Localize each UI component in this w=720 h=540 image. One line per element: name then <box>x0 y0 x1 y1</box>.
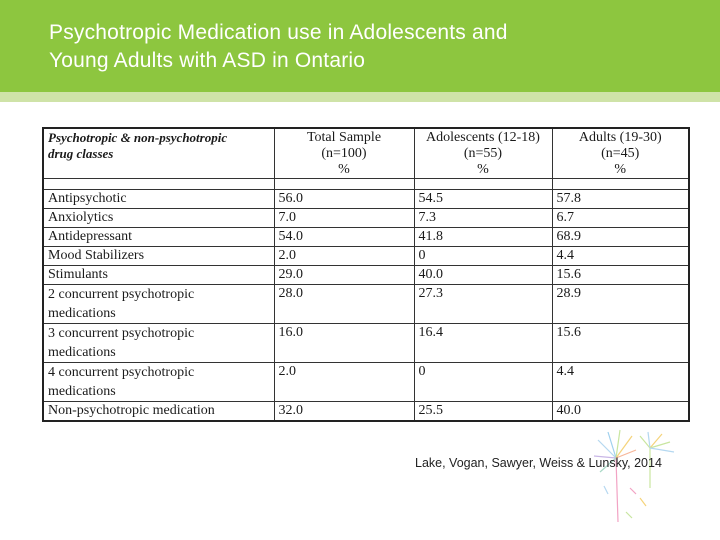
dandelion-decoration <box>590 428 690 524</box>
row-label: Antipsychotic <box>43 190 274 209</box>
row-label: Stimulants <box>43 266 274 285</box>
cell-adults: 6.7 <box>552 209 689 228</box>
cell-adults: 15.6 <box>552 324 689 363</box>
citation: Lake, Vogan, Sawyer, Weiss & Lunsky, 2014 <box>415 456 662 470</box>
cell-adults: 4.4 <box>552 247 689 266</box>
slide-title-line1: Psychotropic Medication use in Adolescents and <box>49 21 508 44</box>
cell-adolescents: 54.5 <box>414 190 552 209</box>
cell-adults: 68.9 <box>552 228 689 247</box>
table-header-row <box>43 128 689 179</box>
table-row <box>43 324 689 363</box>
cell-adolescents: 25.5 <box>414 402 552 422</box>
cell-adolescents: 41.8 <box>414 228 552 247</box>
cell-adults: 4.4 <box>552 363 689 402</box>
cell-adults: 28.9 <box>552 285 689 324</box>
cell-adults: 40.0 <box>552 402 689 422</box>
cell-adolescents: 0 <box>414 363 552 402</box>
cell-total: 54.0 <box>274 228 414 247</box>
table-spacer-row <box>43 179 689 190</box>
banner-stripe <box>0 92 720 102</box>
cell-total: 28.0 <box>274 285 414 324</box>
cell-total: 2.0 <box>274 247 414 266</box>
cell-total: 7.0 <box>274 209 414 228</box>
table-row <box>43 228 689 247</box>
table-row <box>43 266 689 285</box>
table-row <box>43 285 689 324</box>
cell-total: 29.0 <box>274 266 414 285</box>
table-row <box>43 190 689 209</box>
title-banner <box>0 0 720 92</box>
cell-adults: 15.6 <box>552 266 689 285</box>
cell-total: 16.0 <box>274 324 414 363</box>
row-label: Antidepressant <box>43 228 274 247</box>
header-adolescents: Adolescents (12-18) (n=55) % <box>414 128 552 179</box>
table-row <box>43 247 689 266</box>
cell-total: 56.0 <box>274 190 414 209</box>
header-drug-classes: Psychotropic & non-psychotropic drug classes <box>43 128 274 179</box>
cell-adolescents: 7.3 <box>414 209 552 228</box>
cell-total: 2.0 <box>274 363 414 402</box>
medication-table <box>42 127 690 422</box>
table-row <box>43 402 689 422</box>
row-label: Anxiolytics <box>43 209 274 228</box>
header-total-sample: Total Sample (n=100) % <box>274 128 414 179</box>
cell-adolescents: 40.0 <box>414 266 552 285</box>
cell-adolescents: 0 <box>414 247 552 266</box>
slide-title <box>49 19 689 75</box>
row-label: 4 concurrent psychotropic medications <box>43 363 274 402</box>
cell-adults: 57.8 <box>552 190 689 209</box>
slide-title-line2: Young Adults with ASD in Ontario <box>49 49 366 72</box>
row-label: 3 concurrent psychotropic medications <box>43 324 274 363</box>
table-row <box>43 209 689 228</box>
row-label: Mood Stabilizers <box>43 247 274 266</box>
header-adults: Adults (19-30) (n=45) % <box>552 128 689 179</box>
row-label: 2 concurrent psychotropic medications <box>43 285 274 324</box>
cell-adolescents: 27.3 <box>414 285 552 324</box>
row-label: Non-psychotropic medication <box>43 402 274 422</box>
table-row <box>43 363 689 402</box>
cell-adolescents: 16.4 <box>414 324 552 363</box>
cell-total: 32.0 <box>274 402 414 422</box>
